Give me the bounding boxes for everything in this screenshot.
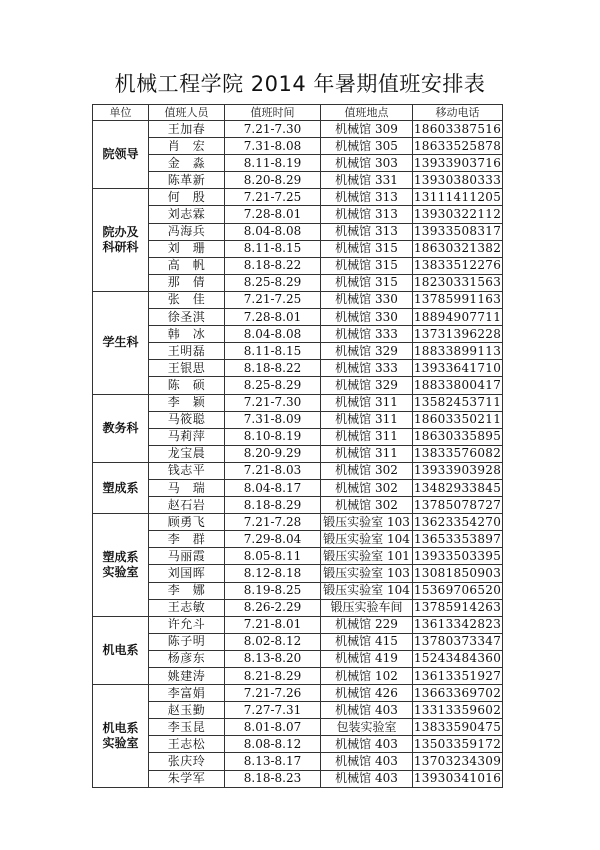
phone-number-cell: 18230331563 — [413, 274, 503, 291]
unit-cell — [93, 189, 149, 292]
duty-time-cell: 8.21-8.29 — [225, 668, 321, 685]
phone-number-cell: 18630321382 — [413, 240, 503, 257]
staff-name-cell: 朱学军 — [149, 770, 225, 787]
unit-cell — [93, 121, 149, 189]
duty-time-cell: 7.27-7.31 — [225, 702, 321, 719]
duty-time-cell: 7.21-7.30 — [225, 121, 321, 138]
staff-name-cell: 陈子明 — [149, 633, 225, 650]
table-row — [93, 702, 503, 719]
table-row — [93, 514, 503, 531]
table-row — [93, 206, 503, 223]
table-row — [93, 462, 503, 479]
staff-name-cell: 刘国晖 — [149, 565, 225, 582]
table-row — [93, 223, 503, 240]
unit-label: 科研科 — [102, 240, 139, 255]
duty-location-cell: 机械馆 311 — [321, 394, 413, 411]
staff-name-cell: 李 颖 — [149, 394, 225, 411]
duty-location-cell: 机械馆 302 — [321, 497, 413, 514]
staff-name-cell: 姚建涛 — [149, 668, 225, 685]
table-row — [93, 479, 503, 496]
table-row — [93, 394, 503, 411]
unit-label: 院办及 — [102, 225, 139, 240]
staff-name-cell: 龙宝晨 — [149, 445, 225, 462]
table-row — [93, 377, 503, 394]
duty-location-cell: 机械馆 313 — [321, 189, 413, 206]
table-row — [93, 274, 503, 291]
staff-name-cell: 肖 宏 — [149, 138, 225, 155]
duty-time-cell: 8.25-8.29 — [225, 377, 321, 394]
staff-name-cell: 钱志平 — [149, 462, 225, 479]
table-row — [93, 326, 503, 343]
phone-number-cell: 18603350211 — [413, 411, 503, 428]
duty-location-cell: 机械馆 102 — [321, 668, 413, 685]
unit-label: 塑成系 — [102, 480, 139, 495]
duty-location-cell: 机械馆 311 — [321, 445, 413, 462]
staff-name-cell: 刘志霖 — [149, 206, 225, 223]
duty-location-cell: 机械馆 330 — [321, 291, 413, 308]
phone-number-cell: 18633525878 — [413, 138, 503, 155]
duty-time-cell: 7.29-8.04 — [225, 531, 321, 548]
staff-name-cell: 刘 珊 — [149, 240, 225, 257]
phone-number-cell: 18833800417 — [413, 377, 503, 394]
phone-number-cell: 13930322112 — [413, 206, 503, 223]
staff-name-cell: 顾勇飞 — [149, 514, 225, 531]
duty-location-cell: 机械馆 302 — [321, 462, 413, 479]
unit-label: 教务科 — [102, 420, 139, 435]
phone-number-cell: 13482933845 — [413, 479, 503, 496]
staff-name-cell: 张 佳 — [149, 291, 225, 308]
duty-time-cell: 8.11-8.15 — [225, 240, 321, 257]
table-row — [93, 582, 503, 599]
duty-time-cell: 7.28-8.01 — [225, 206, 321, 223]
phone-number-cell: 13582453711 — [413, 394, 503, 411]
duty-time-cell: 8.26-2.29 — [225, 599, 321, 616]
phone-number-cell: 13313359602 — [413, 702, 503, 719]
duty-time-cell: 8.13-8.20 — [225, 650, 321, 667]
duty-location-cell: 机械馆 419 — [321, 650, 413, 667]
duty-time-cell: 7.31-8.09 — [225, 411, 321, 428]
staff-name-cell: 陈 硕 — [149, 377, 225, 394]
staff-name-cell: 李 群 — [149, 531, 225, 548]
unit-label: 机电系 — [102, 642, 139, 657]
unit-cell — [93, 616, 149, 684]
phone-number-cell: 15369706520 — [413, 582, 503, 599]
duty-time-cell: 8.18-8.22 — [225, 360, 321, 377]
duty-time-cell: 8.04-8.08 — [225, 223, 321, 240]
table-row — [93, 616, 503, 633]
phone-number-cell: 13653353897 — [413, 531, 503, 548]
duty-location-cell: 机械馆 403 — [321, 736, 413, 753]
duty-schedule-table — [92, 104, 503, 788]
duty-time-cell: 7.21-7.26 — [225, 685, 321, 702]
phone-number-cell: 13833512276 — [413, 257, 503, 274]
duty-time-cell: 8.02-8.12 — [225, 633, 321, 650]
phone-number-cell: 13933903928 — [413, 462, 503, 479]
phone-number-cell: 13785078727 — [413, 497, 503, 514]
duty-location-cell: 机械馆 305 — [321, 138, 413, 155]
phone-number-cell: 13833576082 — [413, 445, 503, 462]
duty-time-cell: 8.04-8.17 — [225, 479, 321, 496]
document-title: 机械工程学院 2014 年暑期值班安排表 — [114, 72, 486, 96]
duty-time-cell: 8.18-8.29 — [225, 497, 321, 514]
staff-name-cell: 李富娟 — [149, 685, 225, 702]
staff-name-cell: 马莉萍 — [149, 428, 225, 445]
header-unit: 单位 — [93, 105, 149, 121]
table-row — [93, 257, 503, 274]
staff-name-cell: 马筱聪 — [149, 411, 225, 428]
duty-location-cell: 机械馆 313 — [321, 206, 413, 223]
table-row — [93, 719, 503, 736]
table-row — [93, 497, 503, 514]
staff-name-cell: 赵玉勤 — [149, 702, 225, 719]
staff-name-cell: 高 帆 — [149, 257, 225, 274]
staff-name-cell: 王明磊 — [149, 343, 225, 360]
duty-location-cell: 机械馆 403 — [321, 770, 413, 787]
table-row — [93, 770, 503, 787]
unit-label: 实验室 — [102, 564, 139, 579]
duty-time-cell: 7.21-7.28 — [225, 514, 321, 531]
duty-time-cell: 7.21-8.01 — [225, 616, 321, 633]
staff-name-cell: 何 殷 — [149, 189, 225, 206]
duty-location-cell: 包装实验室 — [321, 719, 413, 736]
table-body — [93, 121, 503, 788]
staff-name-cell: 杨彦东 — [149, 650, 225, 667]
table-header-row — [93, 105, 503, 121]
header-time: 值班时间 — [225, 105, 321, 121]
table-row — [93, 189, 503, 206]
table-row — [93, 668, 503, 685]
phone-number-cell: 13613351927 — [413, 668, 503, 685]
table-row — [93, 685, 503, 702]
duty-location-cell: 机械馆 330 — [321, 309, 413, 326]
staff-name-cell: 李 娜 — [149, 582, 225, 599]
table-row — [93, 138, 503, 155]
duty-time-cell: 8.11-8.15 — [225, 343, 321, 360]
duty-time-cell: 8.19-8.25 — [225, 582, 321, 599]
table-row — [93, 428, 503, 445]
phone-number-cell: 13785914263 — [413, 599, 503, 616]
phone-number-cell: 13933903716 — [413, 155, 503, 172]
unit-cell — [93, 685, 149, 788]
table-row — [93, 565, 503, 582]
unit-label: 塑成系 — [102, 549, 139, 564]
staff-name-cell: 王加春 — [149, 121, 225, 138]
unit-cell — [93, 394, 149, 462]
duty-time-cell: 7.21-7.25 — [225, 189, 321, 206]
table-row — [93, 172, 503, 189]
duty-location-cell: 机械馆 313 — [321, 223, 413, 240]
duty-location-cell: 锻压实验室 103 — [321, 565, 413, 582]
duty-time-cell: 8.20-8.29 — [225, 172, 321, 189]
table-row — [93, 445, 503, 462]
duty-location-cell: 机械馆 333 — [321, 360, 413, 377]
duty-location-cell: 机械馆 403 — [321, 753, 413, 770]
table-row — [93, 753, 503, 770]
phone-number-cell: 13731396228 — [413, 326, 503, 343]
unit-cell — [93, 462, 149, 513]
table-row — [93, 633, 503, 650]
duty-time-cell: 8.04-8.08 — [225, 326, 321, 343]
table-row — [93, 309, 503, 326]
phone-number-cell: 18833899113 — [413, 343, 503, 360]
phone-number-cell: 13833590475 — [413, 719, 503, 736]
phone-number-cell: 13933641710 — [413, 360, 503, 377]
staff-name-cell: 陈革新 — [149, 172, 225, 189]
duty-time-cell: 8.18-8.23 — [225, 770, 321, 787]
duty-location-cell: 机械馆 311 — [321, 428, 413, 445]
duty-location-cell: 机械馆 331 — [321, 172, 413, 189]
table-row — [93, 291, 503, 308]
phone-number-cell: 13930380333 — [413, 172, 503, 189]
unit-label: 实验室 — [102, 735, 139, 750]
table-row — [93, 343, 503, 360]
duty-time-cell: 7.21-7.30 — [225, 394, 321, 411]
duty-time-cell: 7.21-7.25 — [225, 291, 321, 308]
staff-name-cell: 许允斗 — [149, 616, 225, 633]
duty-location-cell: 锻压实验室 103 — [321, 514, 413, 531]
duty-location-cell: 机械馆 315 — [321, 274, 413, 291]
table-row — [93, 736, 503, 753]
table-row — [93, 411, 503, 428]
unit-cell — [93, 291, 149, 394]
duty-time-cell: 7.28-8.01 — [225, 309, 321, 326]
staff-name-cell: 王志松 — [149, 736, 225, 753]
staff-name-cell: 赵石岩 — [149, 497, 225, 514]
duty-time-cell: 8.20-9.29 — [225, 445, 321, 462]
staff-name-cell: 马 瑞 — [149, 479, 225, 496]
phone-number-cell: 13623354270 — [413, 514, 503, 531]
phone-number-cell: 13930341016 — [413, 770, 503, 787]
phone-number-cell: 13780373347 — [413, 633, 503, 650]
duty-location-cell: 机械馆 329 — [321, 377, 413, 394]
staff-name-cell: 李玉昆 — [149, 719, 225, 736]
phone-number-cell: 13081850903 — [413, 565, 503, 582]
table-row — [93, 360, 503, 377]
duty-time-cell: 7.21-8.03 — [225, 462, 321, 479]
staff-name-cell: 那 倩 — [149, 274, 225, 291]
unit-label: 学生科 — [102, 335, 139, 350]
phone-number-cell: 15243484360 — [413, 650, 503, 667]
duty-time-cell: 8.08-8.12 — [225, 736, 321, 753]
unit-cell — [93, 514, 149, 617]
phone-number-cell: 13933508317 — [413, 223, 503, 240]
staff-name-cell: 徐圣淇 — [149, 309, 225, 326]
phone-number-cell: 13663369702 — [413, 685, 503, 702]
header-phone: 移动电话 — [413, 105, 503, 121]
unit-label: 院领导 — [102, 147, 139, 162]
table-row — [93, 548, 503, 565]
duty-location-cell: 机械馆 315 — [321, 257, 413, 274]
staff-name-cell: 王志敏 — [149, 599, 225, 616]
duty-location-cell: 机械馆 302 — [321, 479, 413, 496]
phone-number-cell: 18630335895 — [413, 428, 503, 445]
duty-location-cell: 机械馆 403 — [321, 702, 413, 719]
staff-name-cell: 金 淼 — [149, 155, 225, 172]
duty-time-cell: 8.10-8.19 — [225, 428, 321, 445]
duty-location-cell: 机械馆 329 — [321, 343, 413, 360]
duty-location-cell: 机械馆 415 — [321, 633, 413, 650]
phone-number-cell: 13503359172 — [413, 736, 503, 753]
table-row — [93, 650, 503, 667]
phone-number-cell: 13613342823 — [413, 616, 503, 633]
staff-name-cell: 张庆玲 — [149, 753, 225, 770]
staff-name-cell: 马丽霞 — [149, 548, 225, 565]
phone-number-cell: 13933503395 — [413, 548, 503, 565]
duty-time-cell: 7.31-8.08 — [225, 138, 321, 155]
phone-number-cell: 13111411205 — [413, 189, 503, 206]
duty-time-cell: 8.05-8.11 — [225, 548, 321, 565]
duty-time-cell: 8.11-8.19 — [225, 155, 321, 172]
duty-time-cell: 8.12-8.18 — [225, 565, 321, 582]
duty-time-cell: 8.01-8.07 — [225, 719, 321, 736]
table-row — [93, 240, 503, 257]
duty-location-cell: 机械馆 315 — [321, 240, 413, 257]
phone-number-cell: 18894907711 — [413, 309, 503, 326]
duty-location-cell: 锻压实验室 104 — [321, 582, 413, 599]
duty-location-cell: 机械馆 426 — [321, 685, 413, 702]
table-row — [93, 531, 503, 548]
duty-location-cell: 锻压实验室 104 — [321, 531, 413, 548]
duty-location-cell: 机械馆 333 — [321, 326, 413, 343]
staff-name-cell: 韩 冰 — [149, 326, 225, 343]
duty-time-cell: 8.18-8.22 — [225, 257, 321, 274]
table-row — [93, 121, 503, 138]
phone-number-cell: 13785991163 — [413, 291, 503, 308]
duty-time-cell: 8.13-8.17 — [225, 753, 321, 770]
unit-label: 机电系 — [102, 720, 139, 735]
duty-location-cell: 机械馆 303 — [321, 155, 413, 172]
staff-name-cell: 冯海兵 — [149, 223, 225, 240]
table-row — [93, 599, 503, 616]
duty-location-cell: 机械馆 229 — [321, 616, 413, 633]
table-row — [93, 155, 503, 172]
duty-location-cell: 锻压实验室 101 — [321, 548, 413, 565]
duty-location-cell: 锻压实验车间 — [321, 599, 413, 616]
header-location: 值班地点 — [321, 105, 413, 121]
duty-location-cell: 机械馆 311 — [321, 411, 413, 428]
staff-name-cell: 王银思 — [149, 360, 225, 377]
header-staff: 值班人员 — [149, 105, 225, 121]
duty-time-cell: 8.25-8.29 — [225, 274, 321, 291]
phone-number-cell: 13703234309 — [413, 753, 503, 770]
phone-number-cell: 18603387516 — [413, 121, 503, 138]
duty-location-cell: 机械馆 309 — [321, 121, 413, 138]
